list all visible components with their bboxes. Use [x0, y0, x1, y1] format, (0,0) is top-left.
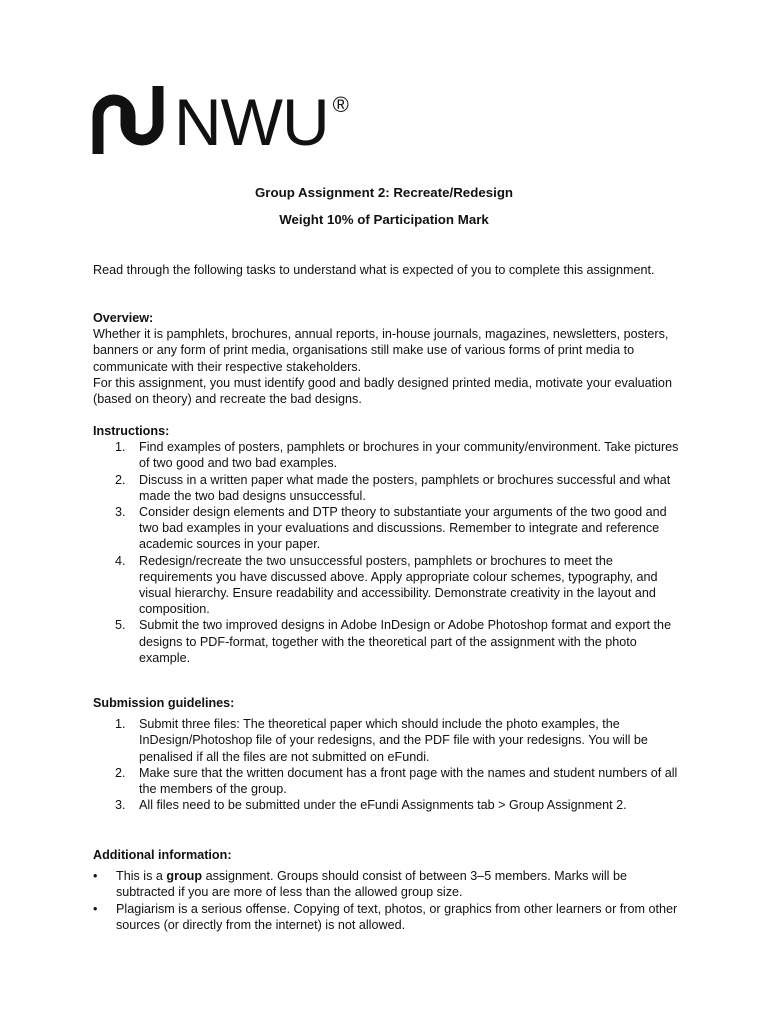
item-text: All files need to be submitted under the eFundi Assignments tab > Group Assignment 2. [139, 798, 627, 813]
overview-heading: Overview: [93, 311, 154, 325]
additional-list [93, 868, 683, 933]
item-number: 2. [115, 765, 126, 780]
item-text-after: assignment. Groups should consist of between 3–5 members. Marks will be subtracted if you are more of less than the allowed group size. [116, 869, 627, 900]
item-text: Submit the two improved designs in Adobe InDesign or Adobe Photoshop format and export the designs to PDF-format, together with the theoretical part of the assignment with the photo example. [139, 618, 672, 665]
item-number: 5. [115, 618, 126, 633]
nwu-logo [92, 85, 349, 159]
additional-section [93, 847, 683, 933]
instructions-heading: Instructions: [93, 424, 170, 438]
submission-section [93, 695, 683, 813]
item-text: Discuss in a written paper what made the posters, pamphlets or brochures successful and what made the two bad designs unsuccessful. [139, 472, 671, 503]
list-item [93, 901, 683, 933]
list-item [93, 797, 683, 813]
item-number: 2. [115, 472, 126, 487]
bullet-icon: • [93, 869, 98, 884]
list-item [93, 868, 683, 900]
item-text: Find examples of posters, pamphlets or brochures in your community/environment. Take pictures of two good and two bad examples. [139, 440, 679, 471]
submission-heading: Submission guidelines: [93, 696, 235, 710]
page-title: Group Assignment 2: Recreate/Redesign [254, 185, 514, 200]
overview-paragraph-2: For this assignment, you must identify good and badly designed printed media, motivate your evaluation (based on theory) and recreate the bad designs. [93, 375, 672, 407]
list-item [93, 716, 683, 765]
intro-text: Read through the following tasks to understand what is expected of you to complete this assignment. [93, 263, 655, 277]
item-number: 4. [115, 553, 126, 568]
logo-wordmark: NWU [174, 85, 329, 159]
item-text: Consider design elements and DTP theory to substantiate your arguments of the two good and two bad examples in your evaluations and discussions. Remember to integrate and reference academic sources in your paper. [139, 505, 667, 552]
item-number: 1. [115, 717, 126, 732]
bullet-icon: • [93, 901, 98, 916]
item-number: 3. [115, 505, 126, 520]
list-item [93, 504, 683, 553]
item-number: 1. [115, 440, 126, 455]
list-item [93, 472, 683, 504]
item-text: Plagiarism is a serious offense. Copying of text, photos, or graphics from other learners or from other sources (or directly from the internet) is not allowed. [116, 901, 678, 932]
list-item [93, 617, 683, 666]
page-subtitle: Weight 10% of Participation Mark [279, 212, 489, 227]
item-text: Redesign/recreate the two unsuccessful posters, pamphlets or brochures to meet the requirements you have discussed above. Apply appropriate colour schemes, typography, and visual hierarchy. Ensure readability and accessibility. Demonstrate creativity in the layout and composition. [139, 553, 658, 617]
list-item [93, 765, 683, 797]
submission-list [93, 716, 683, 813]
list-item [93, 553, 683, 618]
overview-section [93, 310, 683, 407]
item-text-before: This is a [116, 869, 167, 884]
registered-mark: ® [332, 92, 349, 117]
intro-section [93, 262, 683, 278]
item-number: 3. [115, 798, 126, 813]
overview-paragraph-1: Whether it is pamphlets, brochures, annual reports, in-house journals, magazines, newsletters, posters, banners or any form of print media, organisations still make use of various forms of print media to communicate with their respective stakeholders. [93, 327, 669, 374]
additional-heading: Additional information: [93, 848, 232, 862]
instructions-list [93, 439, 683, 666]
item-text: Submit three files: The theoretical paper which should include the photo examples, the InDesign/Photoshop file of your redesigns, and the PDF file with your redesigns. You will be penalised if all the files are not submitted on eFundi. [139, 717, 648, 764]
item-text-bold: group [166, 869, 203, 884]
item-text: Make sure that the written document has a front page with the names and student numbers of all the members of the group. [139, 765, 678, 797]
instructions-section [93, 423, 683, 666]
nwu-emblem-icon [92, 86, 164, 154]
list-item [93, 439, 683, 471]
